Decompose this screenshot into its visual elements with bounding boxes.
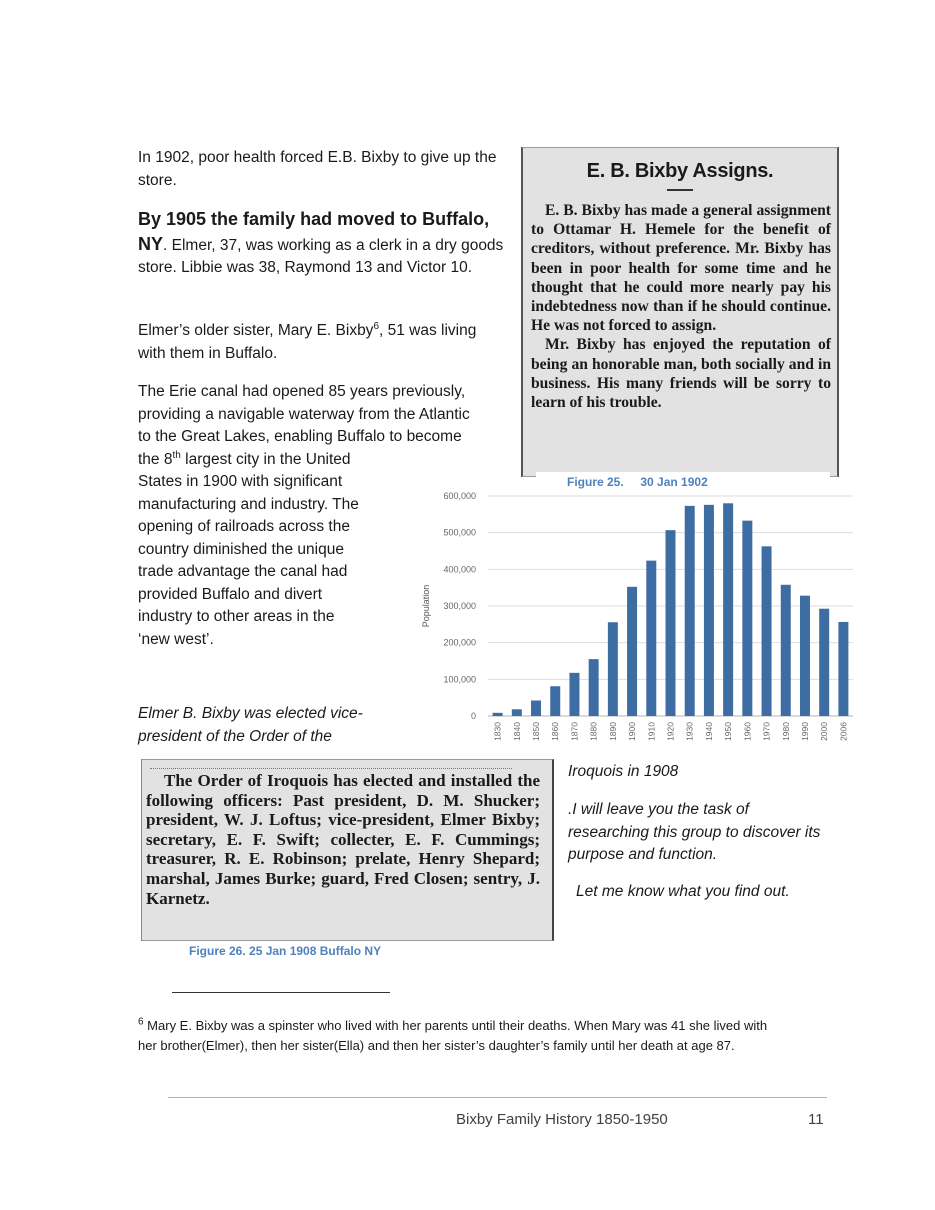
clipping-title: E. B. Bixby Assigns. <box>586 160 774 182</box>
clipping-top-edge <box>150 760 512 769</box>
erie-line-part: largest city in the United <box>180 450 351 468</box>
newspaper-clipping-assigns <box>521 147 839 477</box>
x-tick-label: 1870 <box>569 722 580 741</box>
x-tick-label: 1900 <box>627 722 638 741</box>
x-tick-label: 1960 <box>742 722 753 741</box>
footnote-separator <box>172 992 390 993</box>
bar-1940 <box>704 505 714 716</box>
x-tick-label: 1920 <box>665 722 676 741</box>
x-tick-label: 1990 <box>799 722 810 741</box>
y-tick-label: 300,000 <box>443 601 476 611</box>
erie-line: opening of railroads across the <box>138 518 350 535</box>
bar-1970 <box>762 546 772 716</box>
figure26-caption: Figure 26. 25 Jan 1908 Buffalo NY <box>189 944 382 958</box>
y-tick-label: 0 <box>470 711 476 721</box>
erie-line: provided Buffalo and divert <box>138 585 323 603</box>
task-paragraph: .I will leave you the task of researching this group to discover its purpose and function. <box>568 801 821 863</box>
x-tick-label: 1840 <box>511 722 522 741</box>
clipping-rule <box>667 189 693 191</box>
bar-1860 <box>550 686 560 716</box>
sister-paragraph <box>138 320 508 365</box>
footer-title: Bixby Family History 1850-1950 <box>456 1111 668 1128</box>
intro-text: In 1902, poor health forced E.B. Bixby to give up the store. <box>138 149 497 189</box>
erie-line: country diminished the unique <box>138 540 344 558</box>
section-heading: By 1905 the family had moved to Buffalo, <box>138 209 490 229</box>
bar-1950 <box>723 503 733 716</box>
bar-1990 <box>800 596 810 716</box>
y-tick-label: 100,000 <box>443 674 476 685</box>
erie-line: The Erie canal had opened 85 years previously, <box>138 383 466 400</box>
bar-1850 <box>531 701 541 716</box>
x-tick-label: 1860 <box>550 722 561 741</box>
chart-y-ticks <box>443 491 476 721</box>
footnote <box>138 1016 838 1055</box>
newspaper-clipping-iroquois <box>141 759 554 941</box>
population-chart <box>418 484 858 754</box>
x-tick-label: 1910 <box>646 722 657 741</box>
iroquois-continued: Iroquois in 1908 <box>568 763 679 780</box>
bar-1920 <box>666 530 676 716</box>
x-tick-label: 1880 <box>588 722 599 741</box>
x-tick-label: 1970 <box>761 722 772 741</box>
erie-line: ‘new west’. <box>138 630 214 648</box>
x-tick-label: 1950 <box>723 722 734 741</box>
ordinal-sup: th <box>172 449 181 461</box>
erie-line: industry to other areas in the <box>138 608 335 625</box>
bar-1890 <box>608 622 618 716</box>
x-tick-label: 1940 <box>703 722 714 741</box>
footnote-number: 6 <box>138 1016 144 1028</box>
elected-paragraph <box>138 703 418 748</box>
buffalo-paragraph <box>138 208 510 280</box>
x-tick-label: 2000 <box>819 722 830 741</box>
bar-1900 <box>627 587 637 716</box>
chart-bars <box>493 503 849 716</box>
bar-2000 <box>819 609 829 716</box>
erie-line: to the Great Lakes, enabling Buffalo to become <box>138 428 462 445</box>
y-tick-label: 400,000 <box>443 564 476 575</box>
y-tick-label: 500,000 <box>443 527 476 538</box>
elected-line: Elmer B. Bixby was elected vice- <box>138 705 363 722</box>
erie-line: manufacturing and industry. The <box>138 495 359 513</box>
sister-text: Elmer’s older sister, Mary E. Bixby <box>138 322 374 339</box>
x-tick-label: 1830 <box>492 722 503 741</box>
erie-line-part: the 8 <box>138 450 173 468</box>
x-tick-label: 1850 <box>531 722 542 741</box>
chart-x-ticks <box>493 722 849 741</box>
elected-line: president of the Order of the <box>138 727 332 745</box>
x-tick-label: 2006 <box>838 722 849 741</box>
section-heading-ny: NY <box>138 233 164 254</box>
bar-1980 <box>781 585 791 716</box>
sister-text-after: , 51 was living with them in Buffalo. <box>138 322 477 362</box>
erie-line <box>138 449 518 472</box>
page-number: 11 <box>808 1111 824 1128</box>
bar-1930 <box>685 506 695 716</box>
figure25-caption: Figure 25. 30 Jan 1902 <box>567 475 708 489</box>
bar-1880 <box>589 659 599 716</box>
x-tick-label: 1890 <box>607 722 618 741</box>
x-tick-label: 1930 <box>684 722 695 741</box>
erie-line: States in 1900 with significant <box>138 473 343 490</box>
clipping-paragraph: E. B. Bixby has made a general assignment to Ottamar H. Hemele for the benefit of creditors, without preference. Mr. Bixby has been in poor health for some time and he thought that he could more nearly pay his indebtedness now than if he should continue. He was not forced to assign. <box>531 202 831 335</box>
bar-1840 <box>512 709 522 716</box>
bar-1870 <box>569 673 579 716</box>
bar-1960 <box>742 521 752 716</box>
clipping-iroquois-text: The Order of Iroquois has elected and installed the following officers: Past president, D. M. Shucker; president, W. J. Loftus; vice-president, Elmer Bixby; secretary, E. F. Swift; collecter, E. F. Cummings; treasurer, R. E. Robinson; prelate, Henry Shepard; marshal, James Burke; guard, Fred Closen; sentry, J. Karnetz. <box>146 771 540 908</box>
y-axis-label: Population <box>421 584 431 628</box>
footnote-text: Mary E. Bixby was a spinster who lived with her parents until their deaths. When Mary was 41 she lived with <box>143 1018 768 1033</box>
clipping-paragraph: Mr. Bixby has enjoyed the reputation of being an honorable man, both socially and in business. His many friends will be sorry to learn of his trouble. <box>531 336 831 412</box>
footnote-line <box>138 1016 838 1036</box>
footnote-line: her brother(Elmer), then her sister(Ella) and then her sister’s daughter’s family until her death at age 87. <box>138 1037 735 1053</box>
ask-paragraph: Let me know what you find out. <box>576 883 790 900</box>
buffalo-text: . Elmer, 37, was working as a clerk in a dry goods store. Libbie was 38, Raymond 13 and Victor 10. <box>138 236 504 276</box>
bar-1830 <box>493 713 503 716</box>
footnote-ref[interactable]: 6 <box>373 320 379 332</box>
bar-2006 <box>838 622 848 716</box>
x-tick-label: 1980 <box>780 722 791 741</box>
bar-1910 <box>646 561 656 716</box>
y-tick-label: 200,000 <box>443 637 476 648</box>
footer-rule <box>168 1097 827 1098</box>
y-tick-label: 600,000 <box>443 491 476 501</box>
erie-line: trade advantage the canal had <box>138 563 348 580</box>
intro-paragraph <box>138 147 508 192</box>
erie-line: providing a navigable waterway from the Atlantic <box>138 405 470 423</box>
